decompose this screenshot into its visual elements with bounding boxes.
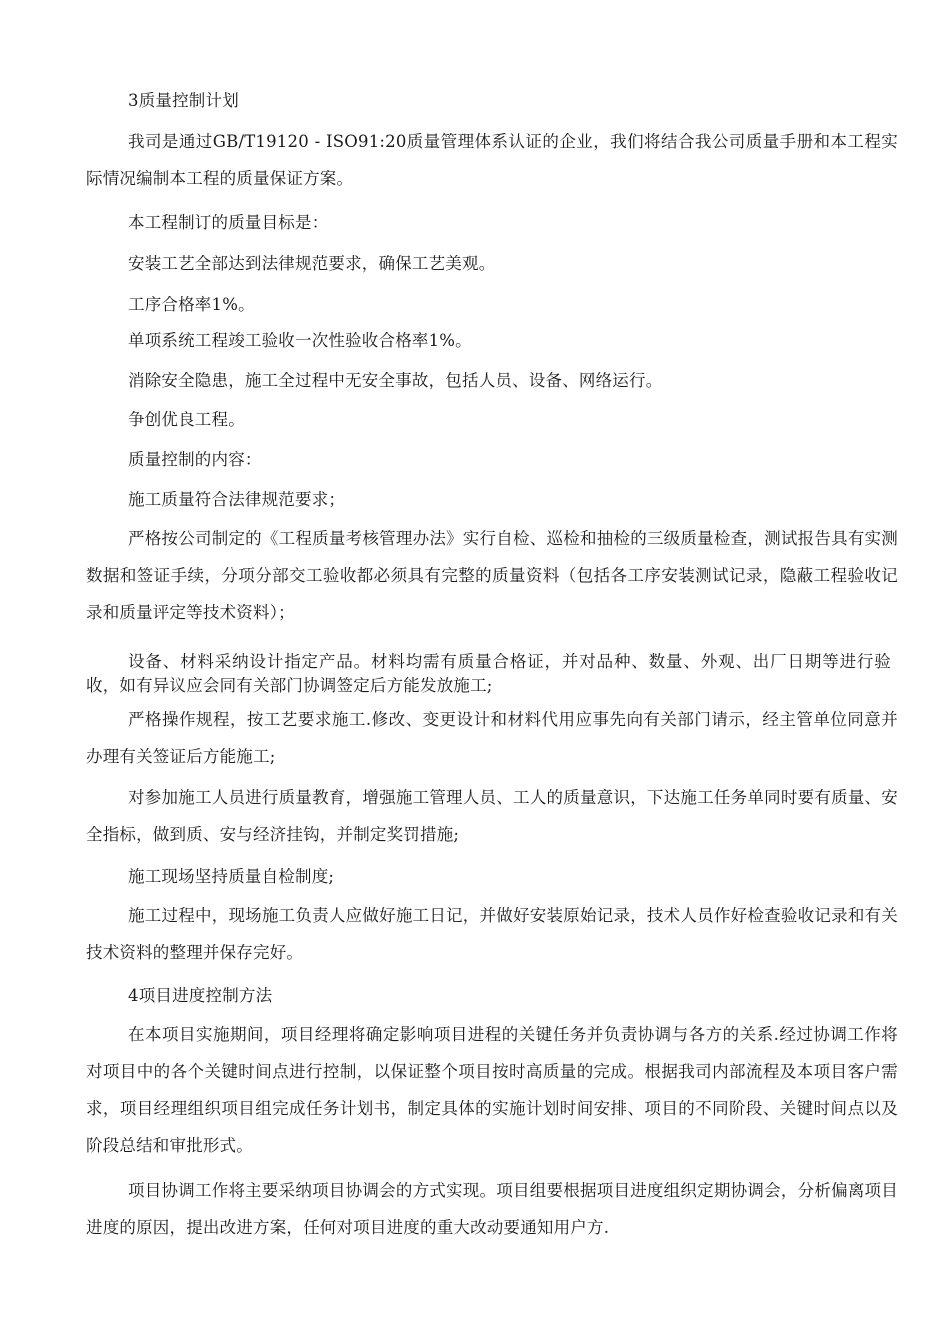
paragraph-content-procedures: 严格操作规程，按工艺要求施工.修改、变更设计和材料代用应事先向有关部门请示，经主管单位同意并办理有关签证后方能施工; (86, 710, 898, 766)
paragraph-goal-acceptance-rate: 单项系统工程竣工验收一次性验收合格率1%。 (128, 331, 472, 350)
paragraph-quality-content-intro: 质量控制的内容： (128, 450, 262, 469)
section-heading-schedule-control: 4项目进度控制方法 (128, 986, 273, 1005)
paragraph-content-inspection: 严格按公司制定的《工程质量考核管理办法》实行自检、巡检和抽检的三级质量检查，测试报告具有实测数据和签证手续，分项分部交工验收都必须具有完整的质量资料（包括各工序安装测试记录，隐蔽工程验收记录和质量评定等技术资料）； (86, 529, 898, 622)
paragraph-schedule-coordination: 项目协调工作将主要采纳项目协调会的方式实现。项目组要根据项目进度组织定期协调会，分析偏离项目进度的原因，提出改进方案，任何对项目进度的重大改动要通知用户方. (86, 1181, 898, 1237)
paragraph-quality-goal-intro: 本工程制订的质量目标是： (128, 213, 329, 232)
paragraph-content-education: 对参加施工人员进行质量教育，增强施工管理人员、工人的质量意识，下达施工任务单同时要有质量、安全指标，做到质、安与经济挂钩，并制定奖罚措施; (86, 788, 898, 844)
paragraph-goal-install: 安装工艺全部达到法律规范要求，确保工艺美观。 (128, 254, 496, 273)
paragraph-goal-excellence: 争创优良工程。 (128, 410, 245, 429)
paragraph-goal-process-rate: 工序合格率1%。 (128, 295, 255, 314)
paragraph-content-self-check: 施工现场坚持质量自检制度; (128, 867, 335, 886)
paragraph-goal-safety: 消除安全隐患，施工全过程中无安全事故，包括人员、设备、网络运行。 (128, 371, 663, 390)
paragraph-schedule-management: 在本项目实施期间，项目经理将确定影响项目进程的关键任务并负责协调与各方的关系.经过协调工作将对项目中的各个关键时间点进行控制，以保证整个项目按时高质量的完成。根据我司内部流程及本项目客户需求，项目经理组织项目组完成任务计划书，制定具体的实施计划时间安排、项目的不同阶段、关键时间点以及阶段总结和审批形式。 (86, 1025, 898, 1155)
paragraph-content-compliance: 施工质量符合法律规范要求； (128, 490, 346, 509)
paragraph-certification: 我司是通过GB/T19120 - ISO91:20质量管理体系认证的企业，我们将结合我公司质量手册和本工程实际情况编制本工程的质量保证方案。 (86, 132, 898, 188)
section-heading-quality-plan: 3质量控制计划 (128, 91, 239, 110)
paragraph-content-records: 施工过程中，现场施工负责人应做好施工日记，并做好安装原始记录，技术人员作好检查验收记录和有关技术资料的整理并保存完好。 (86, 906, 898, 962)
paragraph-content-materials: 设备、材料采纳设计指定产品。材料均需有质量合格证，并对品种、数量、外观、出厂日期等进行验收，如有异议应会同有关部门协调签定后方能发放施工; (86, 652, 891, 695)
